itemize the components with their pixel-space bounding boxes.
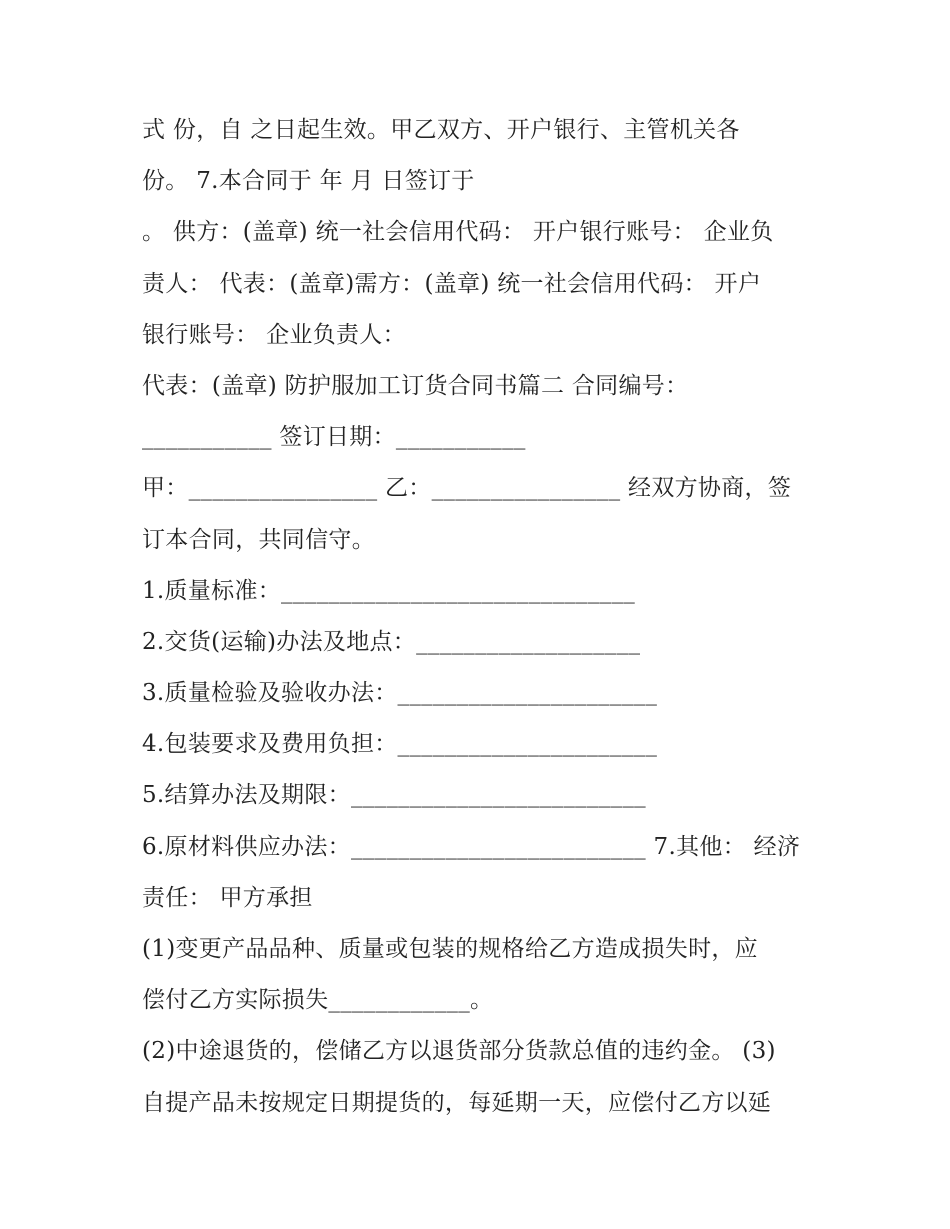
text-line: 甲：________________ 乙：________________ 经双方协商，签 xyxy=(142,475,792,502)
text-line: 4.包装要求及费用负担：______________________ xyxy=(142,731,658,758)
text-line: 3.质量检验及验收办法：______________________ xyxy=(142,680,658,707)
text-line: 自提产品未按规定日期提货的，每延期一天，应偿付乙方以延 xyxy=(142,1089,772,1116)
text-line: 责任： 甲方承担 xyxy=(142,884,313,911)
text-line: 银行账号： 企业负责人： xyxy=(142,321,406,348)
text-line: 式 份，自 之日起生效。甲乙双方、开户银行、主管机关各 xyxy=(142,117,740,143)
text-line: (1)变更产品品种、质量或包装的规格给乙方造成损失时，应 xyxy=(142,936,758,962)
text-line: 订本合同，共同信守。 xyxy=(142,526,375,553)
text-line: 5.结算办法及期限：_________________________ xyxy=(142,782,646,809)
text-line: 责人： 代表：(盖章)需方：(盖章) 统一社会信用代码： 开户 xyxy=(142,270,762,297)
text-line: 份。 7.本合同于 年 月 日签订于 xyxy=(142,168,475,195)
text-line: 偿付乙方实际损失____________。 xyxy=(142,987,494,1014)
text-line: (2)中途退货的，偿储乙方以退货部分货款总值的违约金。 (3) xyxy=(142,1038,776,1065)
text-line: 代表：(盖章) 防护服加工订货合同书篇二 合同编号： xyxy=(142,372,689,399)
text-line: ___________ 签订日期：___________ xyxy=(142,424,526,451)
text-line: 1.质量标准：______________________________ xyxy=(142,577,636,604)
document-body xyxy=(142,108,822,1132)
text-line: 。 供方：(盖章) 统一社会信用代码： 开户银行账号： 企业负 xyxy=(142,219,774,246)
text-line: 6.原材料供应办法：_________________________ 7.其他： 经济 xyxy=(142,833,801,860)
text-line: 2.交货(运输)办法及地点：___________________ xyxy=(142,628,641,655)
